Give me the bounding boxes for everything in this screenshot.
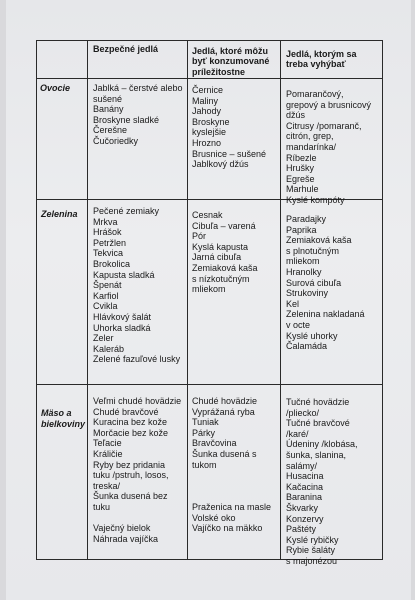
food-item: Veľmi chudé hovädzie (93, 396, 182, 406)
food-item: tuku /pstruh, losos, (93, 470, 169, 481)
vegetables-avoid-cell (286, 214, 382, 352)
vegetables-safe-cell (93, 206, 186, 365)
food-item: sušené (93, 93, 123, 104)
fruit-occasional-cell (192, 85, 279, 170)
food-item: Párky (192, 427, 216, 438)
food-item: Cesnak (192, 210, 223, 220)
food-item: Pór (192, 231, 207, 242)
row-label-vegetables (41, 209, 87, 220)
food-item: Kyslé rybičky (286, 534, 339, 545)
food-item: Kaleráb (93, 343, 125, 354)
row-label-fruit (40, 83, 86, 94)
food-item: džús (286, 110, 306, 121)
food-item: Paprika (286, 224, 317, 235)
food-item: Zemiaková kaša (286, 235, 352, 246)
food-item: Vajíčko na mäkko (192, 523, 263, 534)
food-item: Pomarančový, (286, 89, 344, 99)
food-item: Kyslá kapusta (192, 241, 249, 252)
food-item: Marhule (286, 184, 319, 195)
food-item: mliekom (192, 284, 226, 295)
food-item: Čučoriedky (93, 135, 139, 146)
food-item: Jablká – čerstvé alebo (93, 83, 183, 93)
food-item: Tekvica (93, 248, 124, 259)
food-item: Vaječný bielok (93, 523, 151, 534)
food-item: Uhorka sladká (93, 322, 151, 333)
food-item: Husacina (286, 471, 324, 482)
header-text: treba vyhýbať (286, 59, 346, 70)
food-item: Kel (286, 298, 300, 309)
food-item: treska/ (93, 480, 121, 491)
food-item: Hrušky (286, 163, 315, 174)
food-item: Surová cibuľa (286, 277, 342, 288)
blank-line (192, 470, 279, 481)
header-safe-foods (93, 44, 185, 54)
food-item: Čalamáda (286, 341, 328, 352)
food-item: Baranina (286, 492, 323, 503)
food-item: Zemiaková kaša (192, 262, 258, 273)
row-divider (37, 384, 382, 385)
food-item: Mrkva (93, 216, 118, 227)
food-item: mliekom (286, 256, 320, 267)
food-item: Konzervy (286, 513, 324, 524)
vegetables-occasional-cell (192, 210, 279, 295)
column-divider (280, 41, 281, 559)
food-item: Zelené fazuľové lusky (93, 354, 181, 365)
food-item: Cibuľa – varená (192, 220, 256, 231)
food-item: mandarínka/ (286, 141, 337, 152)
food-item: Banány (93, 104, 124, 115)
row-label-text: Mäso a (41, 408, 72, 418)
food-item: Brokolica (93, 258, 131, 269)
food-item: Škvarky (286, 502, 319, 513)
food-item: Kuracina bez kože (93, 417, 168, 428)
food-item: Hrozno (192, 137, 222, 148)
header-occasional-foods (192, 46, 280, 77)
food-item: Brusnice – sušené (192, 148, 267, 159)
food-item: Volské oko (192, 512, 236, 523)
food-item: Chudé hovädzie (192, 396, 258, 406)
food-item: /karé/ (286, 428, 309, 439)
food-item: Ryby bez pridania (93, 459, 166, 470)
food-item: Bravčovina (192, 438, 237, 449)
food-item: Hranolky (286, 266, 322, 277)
food-item: Kyslé kompóty (286, 194, 345, 205)
food-item: Citrusy /pomaranč, (286, 120, 362, 131)
food-item: Maliny (192, 95, 219, 106)
food-item: salámy/ (286, 460, 318, 471)
food-item: Pečené zemiaky (93, 206, 160, 216)
food-item: Údeniny /klobása, (286, 439, 358, 450)
food-item: Čerešne (93, 125, 128, 136)
food-item: kyslejšie (192, 127, 227, 138)
column-divider (187, 41, 188, 559)
food-item: Jablkový džús (192, 159, 249, 170)
food-item: Praženica na masle (192, 501, 272, 512)
food-item: Strukoviny (286, 288, 329, 299)
food-item: Broskyne sladké (93, 114, 160, 125)
food-item: Zelenina nakladaná (286, 309, 365, 320)
food-item: Černice (192, 85, 224, 95)
food-item: Jarná cibuľa (192, 252, 242, 263)
header-avoid-foods (286, 49, 382, 70)
food-item: Tučné bravčové (286, 418, 350, 429)
food-item: Broskyne (192, 116, 230, 127)
food-item: šunka, slanina, (286, 449, 347, 460)
food-item: Rybie šaláty (286, 545, 336, 556)
meat-safe-cell (93, 396, 186, 544)
food-item: Egreše (286, 173, 315, 184)
document-page (6, 0, 411, 600)
food-item: Paradajky (286, 214, 327, 224)
meat-avoid-cell (286, 397, 382, 567)
food-item: Cvikla (93, 301, 118, 312)
food-item: Špenát (93, 280, 122, 291)
header-text: Jedlá, ktorým sa (286, 49, 357, 59)
food-item: citrón, grep, (286, 131, 334, 142)
food-item: Náhrada vajíčka (93, 533, 159, 544)
fruit-safe-cell (93, 83, 186, 147)
blank-line (192, 481, 279, 492)
food-item: Hrášok (93, 227, 122, 238)
food-item: s majonézou (286, 555, 338, 566)
row-label-meat-protein (41, 408, 87, 429)
food-item: tukom (192, 459, 217, 470)
blank-line (93, 513, 186, 524)
food-item: /pliecko/ (286, 407, 320, 418)
food-item: Chudé bravčové (93, 406, 159, 417)
food-item: Vyprážaná ryba (192, 406, 255, 417)
food-item: Paštéty (286, 524, 317, 535)
food-item: Kyslé uhorky (286, 330, 338, 341)
food-item: Teľacie (93, 438, 122, 449)
food-item: Šunka dusená s (192, 448, 257, 459)
food-item: Ríbezle (286, 152, 317, 163)
header-text: Bezpečné jedlá (93, 44, 159, 54)
food-item: tuku (93, 501, 111, 512)
food-item: Petržlen (93, 237, 127, 248)
food-table (36, 40, 383, 566)
row-label-text: bielkoviny (41, 418, 86, 429)
column-divider (87, 41, 88, 559)
food-item: Kačacina (286, 481, 324, 492)
food-item: v octe (286, 319, 311, 330)
header-text: príležitostne (192, 66, 246, 77)
food-item: Karfiol (93, 290, 119, 301)
food-item: Morčacie bez kože (93, 427, 169, 438)
header-text: Jedlá, ktoré môžu (192, 46, 269, 56)
row-label-text: Ovocie (40, 83, 71, 93)
row-label-text: Zelenina (41, 209, 78, 219)
meat-occasional-cell (192, 396, 279, 534)
row-divider (37, 78, 382, 79)
food-item: Tučné hovädzie (286, 397, 350, 407)
blank-line (192, 491, 279, 502)
food-item: Šunka dusená bez (93, 491, 168, 502)
food-item: Kapusta sladká (93, 269, 155, 280)
header-text: byť konzumované (192, 56, 270, 67)
food-item: Zeler (93, 333, 114, 344)
food-item: Králičie (93, 448, 123, 459)
food-item: Tuniak (192, 417, 219, 428)
fruit-avoid-cell (286, 89, 382, 206)
food-item: s plnotučným (286, 245, 340, 256)
food-item: Hlávkový šalát (93, 311, 152, 322)
food-item: s nízkotučným (192, 273, 250, 284)
food-item: grepový a brusnicový (286, 99, 372, 110)
food-item: Jahody (192, 106, 222, 117)
